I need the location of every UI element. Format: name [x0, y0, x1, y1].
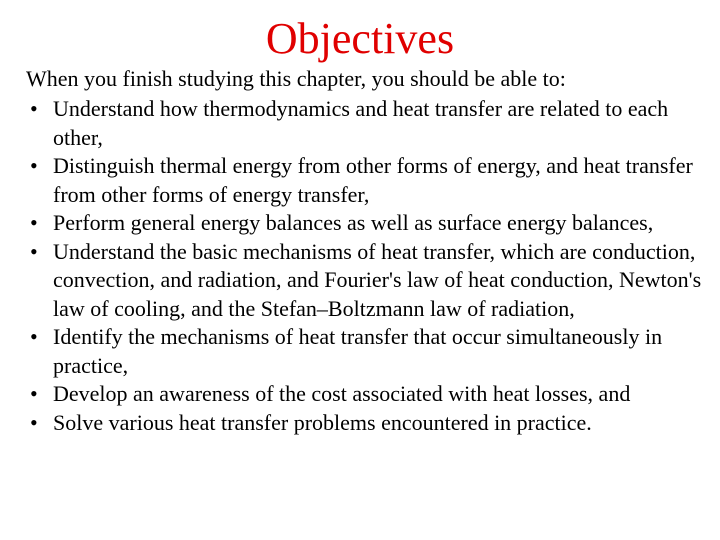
objective-text: Identify the mechanisms of heat transfer that occur simultaneously in practice,: [53, 324, 663, 378]
objective-text: Solve various heat transfer problems encountered in practice.: [53, 409, 592, 435]
slide-title: Objectives: [265, 14, 455, 63]
objective-item: [26, 238, 706, 324]
objective-text: Understand the basic mechanisms of heat transfer, which are conduction, convection, and radiation, and Fourier's law of heat conduction, Newton's law of cooling, and the Stefan–Boltzmann law of radiation,: [53, 238, 702, 321]
bullet-icon: •: [30, 210, 38, 235]
bullet-icon: •: [30, 409, 38, 435]
bullet-icon: •: [30, 381, 38, 406]
objective-text: Distinguish thermal energy from other forms of energy, and heat transfer from other forms of energy transfer,: [53, 153, 693, 207]
objective-text: Perform general energy balances as well as surface energy balances,: [53, 210, 654, 235]
bullet-icon: •: [30, 238, 38, 264]
bullet-icon: •: [30, 96, 38, 121]
objective-item: [26, 409, 706, 438]
bullet-icon: •: [30, 153, 38, 178]
objective-item: [26, 323, 706, 380]
objective-item: [26, 209, 706, 238]
objective-item: [26, 152, 706, 209]
objective-item: [26, 95, 706, 152]
intro-text: When you finish studying this chapter, you should be able to:: [26, 66, 566, 91]
objective-item: [26, 380, 706, 409]
objectives-list: [26, 95, 706, 437]
bullet-icon: •: [30, 324, 38, 349]
objective-text: Understand how thermodynamics and heat transfer are related to each other,: [53, 96, 669, 150]
objective-text: Develop an awareness of the cost associated with heat losses, and: [53, 381, 631, 406]
